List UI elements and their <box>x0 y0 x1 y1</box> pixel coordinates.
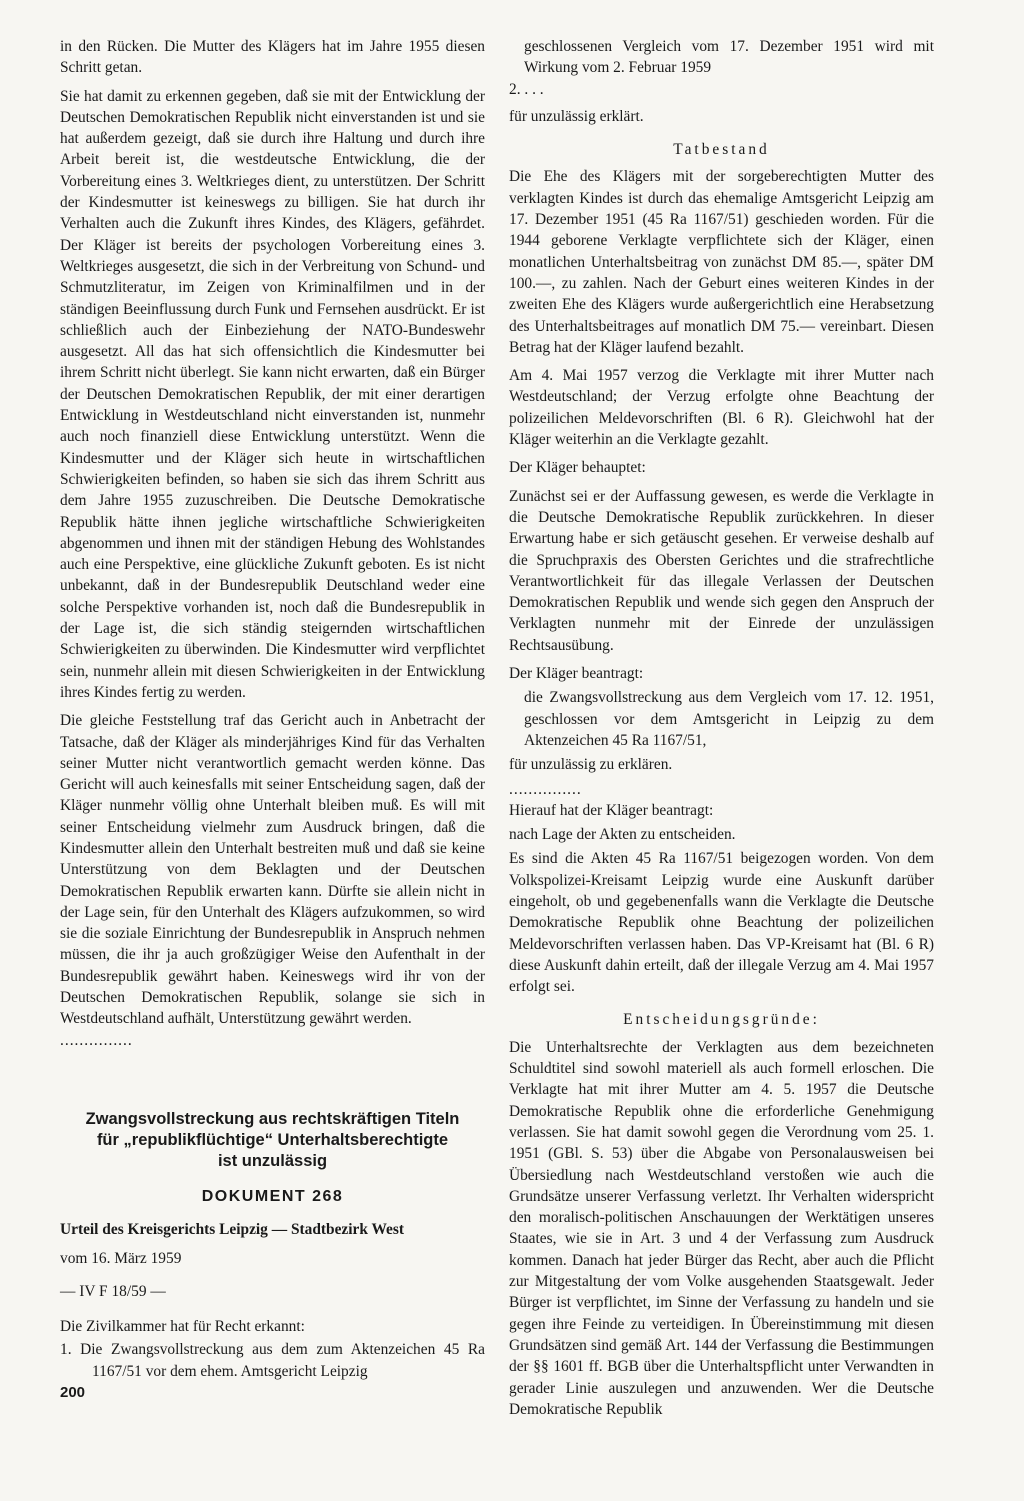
right-column <box>509 36 934 1427</box>
list-item: 2. . . . <box>509 80 544 98</box>
paragraph: Die Zivilkammer hat für Recht erkannt: <box>60 1318 305 1336</box>
judgment-date: vom 16. März 1959 <box>60 1249 182 1267</box>
section-heading: Entscheidungsgründe: <box>623 1011 820 1029</box>
heading-line: für „republikflüchtige“ Unterhaltsberechtigte <box>96 1130 449 1149</box>
section-heading: Tatbestand <box>673 141 770 159</box>
list-item: 1. Die Zwangsvollstreckung aus dem zum Aktenzeichen 45 Ra 1167/51 vor dem ehem. Amtsgericht Leipzig <box>60 1341 485 1380</box>
heading-line: ist unzulässig <box>217 1151 328 1170</box>
paragraph: die Zwangsvollstreckung aus dem Vergleich vom 17. 12. 1951, geschlossen vor dem Amtsgericht in Leipzig zu dem Aktenzeichen 45 Ra 1167/51, <box>524 689 934 749</box>
paragraph: Der Kläger beantragt: <box>509 665 644 683</box>
paragraph: Der Kläger behauptet: <box>509 459 646 477</box>
paragraph: für unzulässig zu erklären. <box>509 756 673 774</box>
paragraph: Am 4. Mai 1957 verzog die Verklagte mit ihrer Mutter nach Westdeutschland; der Verzug erfolgte ohne Beachtung der polizeilichen Meldevorschriften (Bl. 6 R). Gleichwohl hat der Kläger weiterhin an die Verklagte gezahlt. <box>509 367 934 449</box>
paragraph: Die gleiche Feststellung traf das Gericht auch in Anbetracht der Tatsache, daß der Kläger als minderjähriges Kind für das Verhalten seiner Mutter nicht verantwortlich gemacht werden könne. Das Gericht will auch keinesfalls mit seiner Entscheidung sagen, daß der Kläger nunmehr völlig ohne Unterhalt bleiben muß. Es will mit seiner Entscheidung vielmehr zum Ausdruck bringen, daß die Kindesmutter allein den Unterhalt bestreiten muß und daß sie keine Unterstützung von dem Beklagten und der Deutschen Demokratischen Republik erwarten kann. Dürfte sie allein nicht in der Lage sein, für den Unterhalt des Klägers aufzukommen, so wird sie die soziale Einrichtung der Bundesrepublik in Anspruch nehmen müssen, die ihr ja auch großzügiger Weise den Aufenthalt in der Bundesrepublik gewährt haben. Keineswegs wird ihr von der Deutschen Demokratischen Republik, solange sie sich in Westdeutschland aufhält, Unterstützung gewährt werden. <box>60 712 485 1028</box>
paragraph: Sie hat damit zu erkennen gegeben, daß sie mit der Entwicklung der Deutschen Demokratischen Republik nicht einverstanden ist und sie hat außerdem gezeigt, daß sie durch ihre Haltung und durch ihre Arbeit bereit ist, die westdeutsche Entwicklung, die der Vorbereitung eines 3. Weltkrieges dient, zu unterstützen. Der Schritt der Kindesmutter ist keineswegs zu billigen. Sie hat durch ihr Verhalten auch die Zukunft ihres Kindes, des Klägers, gefährdet. Der Kläger ist bereits der psychologen Vorbereitung eines 3. Weltkrieges ausgesetzt, die sich in der Verbreitung von Schund- und Schmutzliteratur, im Zeigen von Kriminalfilmen und in der ständigen Beeinflussung durch Funk und Fernsehen ausdrückt. Er ist schließlich auch der Einbeziehung der NATO-Bundeswehr ausgesetzt. All das hat sich offensichtlich die Kindesmutter bei ihrem Schritt nicht überlegt. Sie kann nicht erwarten, daß ein Bürger der Deutschen Demokratischen Republik, der mit einer derartigen Entwicklung in Westdeutschland nicht einverstanden ist, nunmehr auch noch finanziell diese Entwicklung unterstützt. Wenn die Kindesmutter und der Kläger sich heute in wirtschaftlichen Schwierigkeiten befinden, so haben sie sich das ihrem Schritt aus dem Jahre 1955 zuzuschreiben. Die Deutsche Demokratische Republik hätte ihnen jegliche wirtschaftliche Schwierigkeiten abgenommen und ihnen mit der ständigen Hebung des Wohlstandes auch eine Perspektive, eine glückliche Zukunft geboten. Es ist nicht unbekannt, daß in der Bundesrepublik Deutschland weder eine solche Perspektive vorhanden ist, noch daß die Bundesrepublik in der Lage ist, die sich ständig steigernden wirtschaftlichen Schwierigkeiten zu überwinden. Die Kindesmutter wird verpflichtet sein, nunmehr allein mit diesen Schwierigkeiten in der Entwicklung ihres Kindes fertig zu werden. <box>60 87 485 701</box>
document-number: DOKUMENT 268 <box>201 1187 344 1205</box>
case-number: — IV F 18/59 — <box>60 1282 166 1300</box>
left-column <box>60 36 485 1389</box>
paragraph: Zunächst sei er der Auffassung gewesen, es werde die Verklagte in die Deutsche Demokratische Republik zurückkehren. In dieser Erwartung habe er sich getäuscht gesehen. Er verweise deshalb auf die Spruchpraxis des Obersten Gerichtes und die strafrechtliche Verantwortlichkeit für das illegale Verlassen der Deutschen Demokratischen Republik und wende sich gegen den Anspruch der Verklagten nunmehr mit der Einrede der unzulässigen Rechtsausübung. <box>509 487 934 654</box>
ellipsis-dots: ............... <box>60 1031 133 1049</box>
paragraph: nach Lage der Akten zu entscheiden. <box>509 826 736 844</box>
paragraph: in den Rücken. Die Mutter des Klägers hat im Jahre 1955 diesen Schritt getan. <box>60 38 485 77</box>
paragraph: geschlossenen Vergleich vom 17. Dezember 1951 wird mit Wirkung vom 2. Februar 1959 <box>524 38 934 77</box>
paragraph: Die Unterhaltsrechte der Verklagten aus dem bezeichneten Schuldtitel sind sowohl materiell als auch formell erloschen. Die Verklagte hat mit ihrer Mutter am 4. 5. 1957 die Deutsche Demokratische Republik ohne die erforderliche Genehmigung verlassen. Sie hat damit sowohl gegen die Verordnung vom 25. 1. 1951 (GBl. S. 53) über die Abgabe von Personalausweisen bei Übersiedlung nach Westdeutschland verstoßen wie auch die Grundsätze unserer Verfassung verletzt. Ihr Verhalten widerspricht den moralisch-politischen Anschauungen der Werktätigen unseres Staates, wie sie in Art. 3 und 4 der Verfassung zum Ausdruck kommen. Danach hat jeder Bürger das Recht, aber auch die Pflicht zur Mitgestaltung der vom Volke ausgehenden Staatsgewalt. Jeder Bürger ist verpflichtet, im Sinne der Verfassung zu handeln und sie gegen ihre Feinde zu verteidigen. In Übereinstimmung mit diesen Grundsätzen sind gemäß Art. 144 der Verfassung die Bestimmungen der §§ 1601 ff. BGB über die Unterhaltspflicht unter Verwandten in gerader Linie auszulegen und anzuwenden. Wer die Deutsche Demokratische Republik <box>509 1038 934 1418</box>
ellipsis-dots: ............... <box>509 780 582 798</box>
heading-line: Zwangsvollstreckung aus rechtskräftigen Titeln <box>85 1109 460 1128</box>
paragraph: für unzulässig erklärt. <box>509 107 644 125</box>
paragraph: Die Ehe des Klägers mit der sorgeberechtigten Mutter des verklagten Kindes ist durch das ehemalige Amtsgericht Leipzig am 17. Dezember 1951 (45 Ra 1167/51) geschieden worden. Für die 1944 geborene Verklagte verpflichtete sich der Kläger, einen monatlichen Unterhaltsbeitrag von zunächst DM 85.—, später DM 100.—, zu zahlen. Nach der Geburt eines weiteren Kindes in der zweiten Ehe des Klägers wurde außergerichtlich eine Herabsetzung des Unterhaltsbeitrages auf monatlich DM 75.— vereinbart. Diesen Betrag hat der Kläger laufend bezahlt. <box>509 168 934 356</box>
page-number: 200 <box>60 1384 86 1401</box>
court-title: Urteil des Kreisgerichts Leipzig — Stadtbezirk West <box>60 1221 404 1239</box>
paragraph: Hierauf hat der Kläger beantragt: <box>509 801 714 819</box>
paragraph: Es sind die Akten 45 Ra 1167/51 beigezogen worden. Von dem Volkspolizei-Kreisamt Leipzig wurde eine Auskunft darüber eingeholt, ob und gegebenenfalls wann die Verklagte die Deutsche Demokratische Republik ohne Beachtung der polizeilichen Meldevorschriften verlassen haben. Das VP-Kreisamt hat (Bl. 6 R) diese Auskunft dahin erteilt, daß der illegale Verzug am 4. Mai 1957 erfolgt sei. <box>509 850 934 996</box>
section-heading <box>60 1109 485 1172</box>
